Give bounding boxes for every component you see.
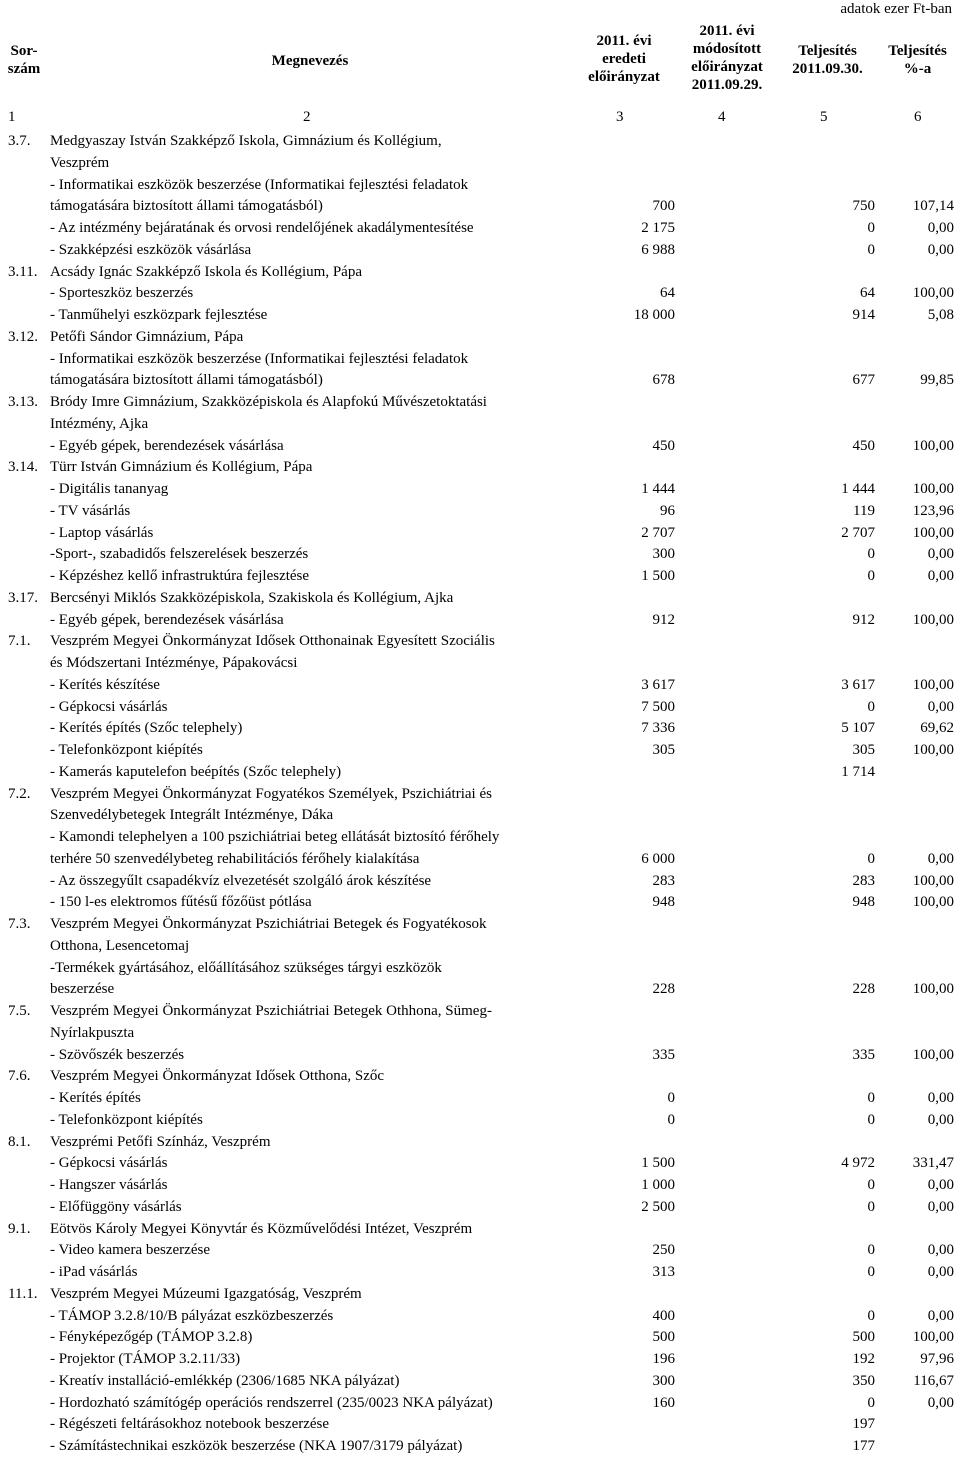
- table-row: [0, 543, 960, 565]
- table-row: [0, 282, 960, 304]
- row-name: - Projektor (TÁMOP 3.2.11/33): [50, 1351, 241, 1367]
- row-modified: 300: [652, 546, 675, 563]
- row-actual: 0: [867, 1242, 875, 1259]
- row-percent: 331,47: [912, 1155, 954, 1172]
- table-row: [0, 1218, 960, 1240]
- row-name: - Fényképezőgép (TÁMOP 3.2.8): [50, 1329, 253, 1346]
- header-megnevezes: Megnevezés: [271, 53, 349, 69]
- table-row: [0, 1239, 960, 1261]
- row-name: - Hangszer vásárlás: [50, 1177, 168, 1193]
- row-name: - TÁMOP 3.2.8/10/B pályázat eszközbeszerzés: [50, 1307, 334, 1324]
- row-percent: 0,00: [927, 1177, 954, 1193]
- table-row: [0, 152, 960, 174]
- row-actual: 0: [867, 241, 875, 258]
- table-row: [0, 630, 960, 652]
- row-modified: 6 988: [641, 241, 675, 258]
- table-row: [0, 978, 960, 1000]
- row-actual: 4 972: [841, 1155, 875, 1172]
- row-modified: 0: [667, 1090, 675, 1106]
- table-row: [0, 391, 960, 413]
- row-percent: 0,00: [927, 1394, 954, 1411]
- table-row: [0, 1087, 960, 1109]
- row-name: -Sport-, szabadidős felszerelések beszerzés: [50, 546, 309, 563]
- row-name: - Kreatív installáció-emlékkép (2306/1685 NKA pályázat): [50, 1372, 400, 1389]
- table-row: [0, 326, 960, 348]
- row-name: - Sporteszköz beszerzés: [50, 285, 194, 302]
- table-row: [0, 848, 960, 870]
- row-name: - Video kamera beszerzése: [50, 1242, 210, 1259]
- table-row: [0, 935, 960, 957]
- row-name: - Gépkocsi vásárlás: [50, 698, 168, 715]
- row-code: 3.13.: [8, 394, 38, 410]
- row-actual: 0: [867, 1307, 875, 1324]
- row-name: - Kamerás kaputelefon beépítés (Szőc telephely): [50, 763, 342, 780]
- row-modified: 283: [652, 872, 675, 889]
- row-percent: 100,00: [912, 524, 954, 541]
- table-row: [0, 739, 960, 761]
- row-name: - Tanműhelyi eszközpark fejlesztése: [50, 307, 268, 323]
- row-name: - Telefonközpont kiépítés: [50, 742, 203, 758]
- row-actual: 177: [852, 1438, 875, 1454]
- row-name: - Képzéshez kellő infrastruktúra fejlesztése: [50, 568, 310, 584]
- row-name: - Az intézmény bejáratának és orvosi rendelőjének akadálymentesítése: [50, 220, 474, 236]
- table-row: [0, 1348, 960, 1370]
- table-row: [0, 1326, 960, 1348]
- row-modified: 400: [652, 1307, 675, 1324]
- row-percent: 100,00: [912, 1046, 954, 1063]
- row-name: - Laptop vásárlás: [50, 524, 154, 541]
- row-percent: 0,00: [927, 1307, 954, 1324]
- table-row: [0, 870, 960, 892]
- row-actual: 192: [852, 1351, 875, 1367]
- row-percent: 100,00: [912, 742, 954, 758]
- row-name: és Módszertani Intézménye, Pápakovácsi: [50, 655, 298, 671]
- table-row: [0, 348, 960, 370]
- table-row: [0, 1413, 960, 1435]
- row-percent: 100,00: [912, 437, 954, 454]
- table-row: [0, 761, 960, 783]
- table-row: [0, 652, 960, 674]
- row-name: Bródy Imre Gimnázium, Szakközépiskola és Alapfokú Művészetoktatási: [50, 394, 487, 410]
- row-percent: 0,00: [927, 1264, 954, 1280]
- row-name: - Számítástechnikai eszközök beszerzése (NKA 1907/3179 pályázat): [50, 1438, 463, 1454]
- row-actual: 119: [853, 502, 875, 519]
- row-name: Petőfi Sándor Gimnázium, Pápa: [50, 328, 244, 345]
- colnum-2: 2: [303, 109, 311, 125]
- table-row: [0, 1022, 960, 1044]
- table-row: [0, 195, 960, 217]
- table-row: [0, 1065, 960, 1087]
- colnum-1: 1: [8, 109, 16, 125]
- row-name: - Előfüggöny vásárlás: [50, 1198, 182, 1215]
- row-modified: 313: [652, 1264, 675, 1280]
- table-row: [0, 478, 960, 500]
- row-percent: 116,67: [913, 1372, 954, 1389]
- row-name: Szenvedélybetegek Integrált Intézménye, Dáka: [50, 807, 334, 824]
- table-row: [0, 826, 960, 848]
- row-percent: 107,14: [912, 198, 954, 215]
- table-row: [0, 1044, 960, 1066]
- row-name: Otthona, Lesencetomaj: [50, 937, 190, 954]
- row-actual: 0: [867, 220, 875, 236]
- row-percent: 100,00: [912, 981, 954, 998]
- row-modified: 700: [652, 198, 675, 215]
- colnum-5: 5: [820, 109, 828, 125]
- row-name: Veszprém Megyei Önkormányzat Idősek Otthona, Szőc: [50, 1068, 385, 1085]
- row-name: - Az összegyűlt csapadékvíz elvezetését szolgáló árok készítése: [50, 872, 432, 889]
- row-name: támogatására biztosított állami támogatásból): [50, 198, 323, 215]
- row-percent: 100,00: [912, 872, 954, 889]
- row-actual: 0: [867, 568, 875, 584]
- table-row: [0, 1435, 960, 1457]
- row-name: - Szövőszék beszerzés: [50, 1046, 185, 1063]
- row-percent: 0,00: [927, 1111, 954, 1128]
- row-code: 3.14.: [8, 459, 38, 476]
- row-percent: 0,00: [927, 220, 954, 236]
- row-percent: 0,00: [927, 241, 954, 258]
- table-row: [0, 174, 960, 196]
- row-actual: 0: [867, 1177, 875, 1193]
- unit-note: adatok ezer Ft-ban: [840, 1, 952, 17]
- table-row: [0, 1152, 960, 1174]
- row-percent: 100,00: [912, 1329, 954, 1346]
- row-modified: 500: [652, 1329, 675, 1346]
- table-row: [0, 717, 960, 739]
- table-row: [0, 674, 960, 696]
- row-code: 3.11.: [8, 263, 38, 280]
- row-percent: 100,00: [912, 894, 954, 911]
- row-name: Intézmény, Ajka: [50, 415, 149, 432]
- row-name: - Kamondi telephelyen a 100 pszichiátriai beteg ellátását biztosító férőhely: [50, 829, 500, 845]
- row-actual: 197: [852, 1416, 875, 1433]
- row-actual: 283: [852, 872, 875, 889]
- row-code: 7.6.: [8, 1068, 31, 1085]
- row-name: - Kerítés építés: [50, 1090, 141, 1106]
- row-actual: 0: [867, 1111, 875, 1128]
- row-percent: 100,00: [912, 676, 954, 693]
- row-percent: 100,00: [912, 481, 954, 497]
- table-row: [0, 587, 960, 609]
- row-modified: 300: [652, 1372, 675, 1389]
- row-name: Veszprém Megyei Önkormányzat Fogyatékos Személyek, Pszichiátriai és: [50, 785, 492, 802]
- table-row: [0, 1261, 960, 1283]
- row-modified: 18 000: [633, 307, 675, 323]
- row-code: 3.17.: [8, 589, 38, 606]
- header-eredeti: 2011. évi eredeti előirányzat: [588, 33, 660, 85]
- row-modified: 7 500: [641, 698, 675, 715]
- row-name: - iPad vásárlás: [50, 1264, 138, 1280]
- table-row: [0, 500, 960, 522]
- row-percent: 5,08: [927, 307, 954, 323]
- row-actual: 0: [867, 1090, 875, 1106]
- table-row: [0, 435, 960, 457]
- row-modified: 1 500: [641, 568, 675, 584]
- row-modified: 96: [660, 502, 675, 519]
- row-name: Acsády Ignác Szakképző Iskola és Kollégium, Pápa: [50, 263, 362, 280]
- header-teljesites-pct: Teljesítés %-a: [888, 43, 947, 77]
- row-code: 8.1.: [8, 1133, 31, 1150]
- row-modified: 228: [652, 981, 675, 998]
- table-row: [0, 783, 960, 805]
- row-percent: 97,96: [920, 1351, 954, 1367]
- row-modified: 912: [652, 611, 675, 628]
- row-percent: 0,00: [927, 850, 954, 867]
- table-row: [0, 1000, 960, 1022]
- row-name: - Régészeti feltárásokhoz notebook beszerzése: [50, 1416, 330, 1433]
- row-name: Veszprém Megyei Önkormányzat Idősek Otthonainak Egyesített Szociális: [50, 633, 495, 650]
- table-row: [0, 609, 960, 631]
- row-name: - 150 l-es elektromos fűtésű főzőüst pótlása: [50, 894, 312, 911]
- row-code: 7.1.: [8, 633, 31, 650]
- row-modified: 3 617: [641, 676, 675, 693]
- row-modified: 6 000: [641, 850, 675, 867]
- row-modified: 1 000: [641, 1177, 675, 1193]
- row-name: Bercsényi Miklós Szakközépiskola, Szakiskola és Kollégium, Ajka: [50, 589, 454, 606]
- colnum-4: 4: [718, 109, 726, 125]
- row-modified: 948: [652, 894, 675, 911]
- row-actual: 0: [867, 546, 875, 563]
- row-modified: 196: [652, 1351, 675, 1367]
- row-name: - Kerítés készítése: [50, 676, 160, 693]
- row-name: Veszprém Megyei Önkormányzat Pszichiátriai Betegek Othhona, Sümeg-: [50, 1003, 492, 1019]
- row-name: támogatására biztosított állami támogatásból): [50, 372, 323, 389]
- row-actual: 1 444: [841, 481, 875, 497]
- row-name: terhére 50 szenvedélybeteg rehabilitációs férőhely kialakítása: [50, 850, 420, 867]
- row-actual: 350: [852, 1372, 875, 1389]
- row-modified: 0: [667, 1111, 675, 1128]
- row-percent: 100,00: [912, 611, 954, 628]
- row-actual: 914: [852, 307, 875, 323]
- row-name: Nyírlakpuszta: [50, 1024, 135, 1041]
- table-row: [0, 1370, 960, 1392]
- row-actual: 0: [867, 698, 875, 715]
- row-percent: 99,85: [920, 372, 954, 389]
- row-modified: 2 707: [641, 524, 675, 541]
- row-name: -Termékek gyártásához, előállításához szükséges tárgyi eszközök: [50, 959, 442, 976]
- row-code: 7.5.: [8, 1003, 31, 1019]
- row-percent: 69,62: [920, 720, 954, 737]
- row-actual: 0: [867, 1394, 875, 1411]
- row-actual: 305: [852, 742, 875, 758]
- table-row: [0, 1131, 960, 1153]
- table-row: [0, 1196, 960, 1218]
- header-sorszam: Sor- szám: [7, 43, 41, 77]
- row-name: Türr István Gimnázium és Kollégium, Pápa: [50, 459, 313, 476]
- row-percent: 0,00: [927, 698, 954, 715]
- table-row: [0, 957, 960, 979]
- row-actual: 0: [867, 850, 875, 867]
- row-modified: 678: [652, 372, 675, 389]
- row-actual: 677: [852, 372, 875, 389]
- row-name: Veszprémi Petőfi Színház, Veszprém: [50, 1133, 271, 1150]
- table-row: [0, 456, 960, 478]
- row-actual: 912: [852, 611, 875, 628]
- table-row: [0, 130, 960, 152]
- colnum-6: 6: [914, 109, 922, 125]
- row-modified: 160: [652, 1394, 675, 1411]
- row-percent: 0,00: [927, 1242, 954, 1259]
- row-actual: 948: [852, 894, 875, 911]
- table-row: [0, 891, 960, 913]
- row-actual: 750: [852, 198, 875, 215]
- row-modified: 250: [652, 1242, 675, 1259]
- row-code: 9.1.: [8, 1220, 31, 1237]
- row-actual: 450: [852, 437, 875, 454]
- row-actual: 2 707: [841, 524, 875, 541]
- row-code: 3.7.: [8, 133, 31, 149]
- row-code: 3.12.: [8, 328, 38, 345]
- row-percent: 0,00: [927, 546, 954, 563]
- row-name: - Informatikai eszközök beszerzése (Informatikai fejlesztési feladatok: [50, 176, 469, 193]
- row-name: Veszprém Megyei Önkormányzat Pszichiátriai Betegek és Fogyatékosok: [50, 916, 487, 932]
- row-name: - Egyéb gépek, berendezések vásárlása: [50, 611, 284, 628]
- colnum-3: 3: [616, 109, 624, 125]
- row-actual: 228: [852, 981, 875, 998]
- row-code: 7.2.: [8, 785, 31, 802]
- table-row: [0, 413, 960, 435]
- table-row: [0, 1174, 960, 1196]
- row-actual: 0: [867, 1264, 875, 1280]
- row-code: 7.3.: [8, 916, 31, 932]
- table-row: [0, 217, 960, 239]
- row-name: - TV vásárlás: [50, 502, 131, 519]
- row-actual: 335: [852, 1046, 875, 1063]
- row-actual: 0: [867, 1198, 875, 1215]
- row-name: - Hordozható számítógép operációs rendszerrel (235/0023 NKA pályázat): [50, 1394, 493, 1411]
- row-modified: 64: [660, 285, 675, 302]
- row-name: Veszprém: [50, 154, 110, 171]
- row-actual: 64: [860, 285, 875, 302]
- row-name: - Telefonközpont kiépítés: [50, 1111, 203, 1128]
- row-actual: 5 107: [841, 720, 875, 737]
- table-row: [0, 1109, 960, 1131]
- row-modified: 2 175: [641, 220, 675, 236]
- row-percent: 0,00: [927, 1090, 954, 1106]
- row-name: - Informatikai eszközök beszerzése (Informatikai fejlesztési feladatok: [50, 350, 469, 367]
- table-row: [0, 804, 960, 826]
- row-name: - Kerítés építés (Szőc telephely): [50, 720, 243, 737]
- row-actual: 1 714: [841, 763, 875, 780]
- row-name: Eötvös Károly Megyei Könyvtár és Közművelődési Intézet, Veszprém: [50, 1220, 473, 1237]
- table-row: [0, 565, 960, 587]
- table-row: [0, 1392, 960, 1414]
- row-name: Medgyaszay István Szakképző Iskola, Gimnázium és Kollégium,: [50, 133, 442, 149]
- row-name: - Szakképzési eszközök vásárlása: [50, 241, 252, 258]
- row-name: - Egyéb gépek, berendezések vásárlása: [50, 437, 284, 454]
- row-name: Veszprém Megyei Múzeumi Igazgatóság, Veszprém: [50, 1285, 362, 1302]
- table-row: [0, 239, 960, 261]
- row-code: 11.1.: [8, 1285, 38, 1302]
- table-row: [0, 1305, 960, 1327]
- table-row: [0, 522, 960, 544]
- row-actual: 500: [852, 1329, 875, 1346]
- row-name: - Gépkocsi vásárlás: [50, 1155, 168, 1172]
- row-modified: 305: [652, 742, 675, 758]
- row-name: beszerzése: [50, 981, 115, 998]
- row-actual: 3 617: [841, 676, 875, 693]
- row-modified: 7 336: [641, 720, 675, 737]
- table-row: [0, 261, 960, 283]
- row-name: - Digitális tananyag: [50, 481, 169, 497]
- table-row: [0, 304, 960, 326]
- row-modified: 2 500: [641, 1198, 675, 1215]
- row-percent: 0,00: [927, 568, 954, 584]
- table-row: [0, 913, 960, 935]
- row-percent: 0,00: [927, 1198, 954, 1215]
- row-percent: 100,00: [912, 285, 954, 302]
- row-percent: 123,96: [912, 502, 954, 519]
- header-teljesites: Teljesítés 2011.09.30.: [792, 43, 863, 77]
- table-row: [0, 369, 960, 391]
- row-modified: 1 444: [641, 481, 675, 497]
- row-modified: 335: [652, 1046, 675, 1063]
- row-modified: 1 500: [641, 1155, 675, 1172]
- header-modositott: 2011. évi módosított előirányzat 2011.09.29.: [691, 23, 763, 93]
- table-row: [0, 1283, 960, 1305]
- row-modified: 450: [652, 437, 675, 454]
- table-row: [0, 696, 960, 718]
